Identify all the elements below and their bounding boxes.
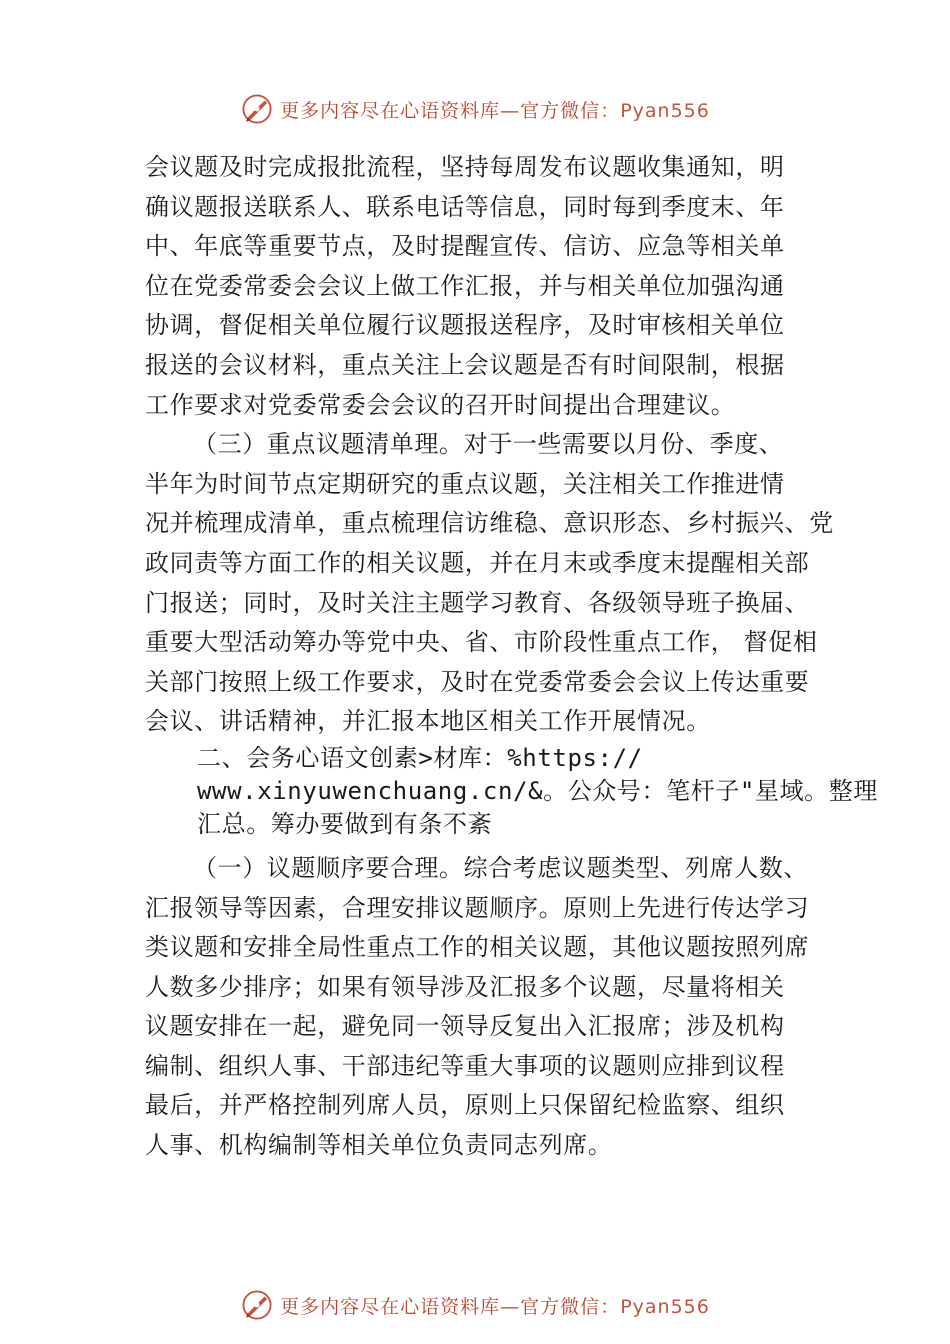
text-line: 工作要求对党委常委会会议的召开时间提出合理建议。 <box>145 390 736 419</box>
section-heading-2 <box>145 742 878 841</box>
watermark-channel-label: 官方微信： <box>520 1295 621 1318</box>
watermark-dash: — <box>500 99 521 122</box>
text-line: 位在党委常委会会议上做工作汇报，并与相关单位加强沟通 <box>145 271 785 300</box>
paragraph-2 <box>145 425 835 742</box>
watermark-text <box>280 1292 710 1319</box>
text-line: 关部门按照上级工作要求，及时在党委常委会会议上传达重要 <box>145 667 810 696</box>
heading-line: 二、会务心语文创素>材库：%https:// <box>197 743 643 772</box>
text-line: 最后，并严格控制列席人员，原则上只保留纪检监察、组织 <box>145 1091 785 1120</box>
text-line: 况并梳理成清单，重点梳理信访维稳、意识形态、乡村振兴、党 <box>145 509 834 538</box>
paragraph-1 <box>145 148 835 425</box>
pen-logo-icon <box>240 1288 274 1322</box>
text-line: 会议题及时完成报批流程，坚持每周发布议题收集通知，明 <box>145 153 785 181</box>
header-watermark <box>0 92 950 126</box>
text-line: 中、年底等重要节点，及时提醒宣传、信访、应急等相关单 <box>145 232 785 261</box>
text-line: 报送的会议材料，重点关注上会议题是否有时间限制，根据 <box>145 350 785 379</box>
text-line: 重要大型活动筹办等党中央、省、市阶段性重点工作， 督促相 <box>145 628 818 657</box>
text-line: 会议、讲话精神，并汇报本地区相关工作开展情况。 <box>145 707 711 736</box>
text-line: 协调，督促相关单位履行议题报送程序，及时审核相关单位 <box>145 311 785 340</box>
footer-watermark <box>0 1288 950 1322</box>
text-line: （一）议题顺序要合理。综合考虑议题类型、列席人数、 <box>193 853 808 882</box>
watermark-wechat-id: Pyan556 <box>620 99 710 122</box>
watermark-brand: 更多内容尽在心语资料库 <box>280 99 501 122</box>
pen-logo-icon <box>240 92 274 126</box>
text-line: 类议题和安排全局性重点工作的相关议题，其他议题按照列席 <box>145 933 810 962</box>
watermark-wechat-id: Pyan556 <box>620 1295 710 1318</box>
watermark-dash: — <box>500 1295 521 1318</box>
heading-line: 汇总。筹办要做到有条不紊 <box>197 809 493 838</box>
text-line: 确议题报送联系人、联系电话等信息，同时每到季度末、年 <box>145 192 785 221</box>
text-line: 人事、机构编制等相关单位负责同志列席。 <box>145 1131 613 1160</box>
text-line: 编制、组织人事、干部违纪等重大事项的议题则应排到议程 <box>145 1051 785 1080</box>
text-line: （三）重点议题清单理。对于一些需要以月份、季度、 <box>193 430 784 459</box>
heading-line: www.xinyuwenchuang.cn/&。公众号：笔杆子"星域。整理 <box>197 776 878 805</box>
text-line: 人数多少排序；如果有领导涉及汇报多个议题，尽量将相关 <box>145 972 785 1001</box>
text-line: 汇报领导等因素，合理安排议题顺序。原则上先进行传达学习 <box>145 893 810 922</box>
text-line: 半年为时间节点定期研究的重点议题，关注相关工作推进情 <box>145 469 785 498</box>
watermark-brand: 更多内容尽在心语资料库 <box>280 1295 501 1318</box>
watermark-text <box>280 96 710 123</box>
text-line: 门报送；同时，及时关注主题学习教育、各级领导班子换届、 <box>145 588 810 617</box>
watermark-channel-label: 官方微信： <box>520 99 621 122</box>
text-line: 政同责等方面工作的相关议题，并在月末或季度末提醒相关部 <box>145 548 810 577</box>
paragraph-3 <box>145 849 835 1166</box>
text-line: 议题安排在一起，避免同一领导反复出入汇报席；涉及机构 <box>145 1012 785 1041</box>
document-body <box>145 148 878 1166</box>
